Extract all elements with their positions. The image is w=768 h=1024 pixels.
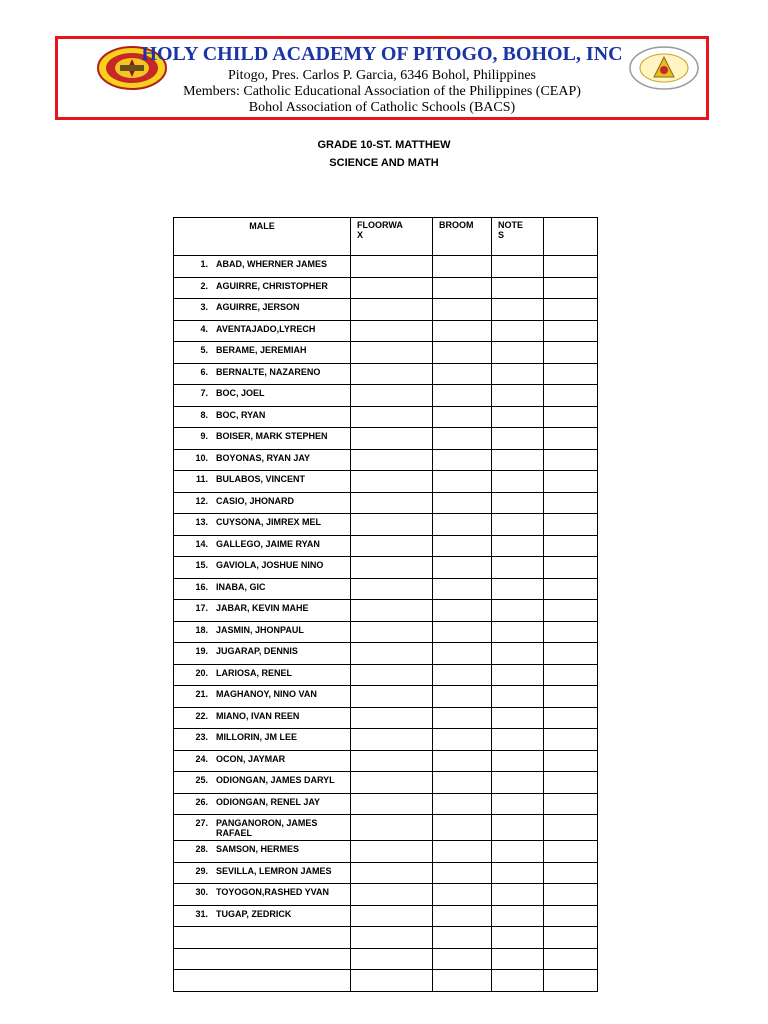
table-row <box>174 927 598 949</box>
blank-check-cell <box>492 514 544 536</box>
blank-check-cell <box>544 299 598 321</box>
table-row <box>174 406 598 428</box>
student-name: BOC, RYAN <box>216 409 266 420</box>
row-number: 20. <box>195 667 208 678</box>
blank-check-cell <box>492 578 544 600</box>
row-number: 19. <box>195 646 208 656</box>
blank-check-cell <box>433 707 492 729</box>
blank-check-cell <box>433 514 492 536</box>
student-cell <box>174 948 351 970</box>
blank-check-cell <box>351 664 433 686</box>
blank-check-cell <box>433 664 492 686</box>
blank-check-cell <box>544 793 598 815</box>
blank-check-cell <box>433 471 492 493</box>
blank-check-cell <box>433 342 492 364</box>
blank-check-cell <box>433 449 492 471</box>
blank-check-cell <box>433 385 492 407</box>
blank-check-cell <box>492 772 544 794</box>
blank-check-cell <box>492 862 544 884</box>
blank-check-cell <box>544 557 598 579</box>
student-name: INABA, GIC <box>216 581 266 592</box>
blank-check-cell <box>351 449 433 471</box>
blank-check-cell <box>433 750 492 772</box>
blank-check-cell <box>351 970 433 992</box>
row-number: 7. <box>200 388 208 398</box>
table-row <box>174 342 598 364</box>
blank-check-cell <box>351 277 433 299</box>
blank-check-cell <box>351 320 433 342</box>
student-name: MILLORIN, JM LEE <box>216 732 297 742</box>
student-name: LARIOSA, RENEL <box>216 667 293 678</box>
blank-check-cell <box>433 729 492 751</box>
student-cell <box>174 707 351 729</box>
table-row <box>174 729 598 751</box>
blank-check-cell <box>433 686 492 708</box>
student-cell <box>174 578 351 600</box>
row-number: 29. <box>195 865 208 876</box>
blank-check-cell <box>492 428 544 450</box>
blank-check-cell <box>492 686 544 708</box>
student-name: JUGARAP, DENNIS <box>216 646 298 656</box>
student-cell <box>174 406 351 428</box>
student-name: BULABOS, VINCENT <box>216 474 306 484</box>
table-row <box>174 277 598 299</box>
row-number: 28. <box>195 844 208 854</box>
blank-check-cell <box>492 729 544 751</box>
row-number: 11. <box>195 474 208 484</box>
table-row <box>174 449 598 471</box>
blank-check-cell <box>544 363 598 385</box>
student-cell <box>174 363 351 385</box>
student-name: PANGANORON, JAMES RAFAEL <box>216 818 318 838</box>
row-number: 8. <box>200 409 208 420</box>
column-header <box>544 218 598 256</box>
student-cell <box>174 492 351 514</box>
student-cell <box>174 729 351 751</box>
student-cell <box>174 256 351 278</box>
student-cell <box>174 815 351 841</box>
student-cell <box>174 449 351 471</box>
table-row <box>174 514 598 536</box>
student-cell <box>174 535 351 557</box>
blank-check-cell <box>544 970 598 992</box>
student-name: AGUIRRE, CHRISTOPHER <box>216 280 328 291</box>
table-row <box>174 621 598 643</box>
blank-check-cell <box>351 772 433 794</box>
row-number: 15. <box>195 560 208 570</box>
blank-check-cell <box>544 428 598 450</box>
table-row <box>174 772 598 794</box>
student-name: SEVILLA, LEMRON JAMES <box>216 865 332 876</box>
row-number: 16. <box>195 581 208 592</box>
row-number: 26. <box>195 796 208 807</box>
student-cell <box>174 772 351 794</box>
school-header <box>55 36 709 120</box>
table-row <box>174 970 598 992</box>
blank-check-cell <box>351 557 433 579</box>
blank-check-cell <box>351 535 433 557</box>
blank-check-cell <box>544 600 598 622</box>
blank-check-cell <box>433 948 492 970</box>
student-name: GALLEGO, JAIME RYAN <box>216 538 320 549</box>
roster-table <box>173 217 598 992</box>
blank-check-cell <box>351 948 433 970</box>
blank-check-cell <box>492 970 544 992</box>
table-row <box>174 256 598 278</box>
blank-check-cell <box>544 729 598 751</box>
row-number: 30. <box>195 887 208 897</box>
blank-check-cell <box>433 277 492 299</box>
blank-check-cell <box>544 664 598 686</box>
blank-check-cell <box>492 320 544 342</box>
blank-check-cell <box>433 428 492 450</box>
blank-check-cell <box>492 884 544 906</box>
blank-check-cell <box>433 772 492 794</box>
blank-check-cell <box>492 385 544 407</box>
blank-check-cell <box>544 535 598 557</box>
blank-check-cell <box>351 578 433 600</box>
blank-check-cell <box>544 492 598 514</box>
blank-check-cell <box>351 428 433 450</box>
blank-check-cell <box>433 600 492 622</box>
blank-check-cell <box>492 256 544 278</box>
student-name: AGUIRRE, JERSON <box>216 302 300 312</box>
blank-check-cell <box>351 621 433 643</box>
student-cell <box>174 927 351 949</box>
blank-check-cell <box>433 406 492 428</box>
blank-check-cell <box>492 363 544 385</box>
table-row <box>174 363 598 385</box>
row-number: 14. <box>195 538 208 549</box>
blank-check-cell <box>433 535 492 557</box>
student-cell <box>174 884 351 906</box>
column-header: MALE <box>174 218 351 256</box>
student-cell <box>174 643 351 665</box>
blank-check-cell <box>544 277 598 299</box>
blank-check-cell <box>351 492 433 514</box>
student-cell <box>174 557 351 579</box>
student-name: BERNALTE, NAZARENO <box>216 366 321 377</box>
blank-check-cell <box>544 772 598 794</box>
column-header: FLOORWA X <box>351 218 433 256</box>
blank-check-cell <box>544 884 598 906</box>
table-row <box>174 600 598 622</box>
blank-check-cell <box>351 884 433 906</box>
membership-ceap: Members: Catholic Educational Association of the Philippines (CEAP) <box>183 84 581 99</box>
blank-check-cell <box>433 970 492 992</box>
blank-check-cell <box>351 707 433 729</box>
student-name: ABAD, WHERNER JAMES <box>216 259 328 269</box>
blank-check-cell <box>433 256 492 278</box>
blank-check-cell <box>492 664 544 686</box>
student-cell <box>174 970 351 992</box>
blank-check-cell <box>351 299 433 321</box>
blank-check-cell <box>544 750 598 772</box>
student-name: JABAR, KEVIN MAHE <box>216 603 309 613</box>
blank-check-cell <box>351 750 433 772</box>
blank-check-cell <box>544 686 598 708</box>
blank-check-cell <box>351 363 433 385</box>
blank-check-cell <box>351 342 433 364</box>
row-number: 21. <box>195 689 208 699</box>
blank-check-cell <box>433 905 492 927</box>
blank-check-cell <box>492 557 544 579</box>
column-header: NOTE S <box>492 218 544 256</box>
row-number: 24. <box>195 753 208 764</box>
student-name: GAVIOLA, JOSHUE NINO <box>216 560 324 570</box>
blank-check-cell <box>433 492 492 514</box>
blank-check-cell <box>351 815 433 841</box>
blank-check-cell <box>351 406 433 428</box>
blank-check-cell <box>544 927 598 949</box>
row-number: 5. <box>200 345 208 355</box>
blank-check-cell <box>433 578 492 600</box>
student-cell <box>174 621 351 643</box>
student-name: ODIONGAN, RENEL JAY <box>216 796 321 807</box>
blank-check-cell <box>544 707 598 729</box>
student-cell <box>174 428 351 450</box>
blank-check-cell <box>492 927 544 949</box>
row-number: 3. <box>200 302 208 312</box>
student-name: SAMSON, HERMES <box>216 844 300 854</box>
table-row <box>174 643 598 665</box>
student-cell <box>174 862 351 884</box>
table-row <box>174 471 598 493</box>
blank-check-cell <box>433 621 492 643</box>
student-cell <box>174 277 351 299</box>
blank-check-cell <box>433 643 492 665</box>
table-row <box>174 948 598 970</box>
student-name: TOYOGON,RASHED YVAN <box>216 887 330 897</box>
table-row <box>174 320 598 342</box>
table-row <box>174 841 598 863</box>
blank-check-cell <box>492 342 544 364</box>
row-number: 12. <box>195 495 208 506</box>
student-name: MAGHANOY, NINO VAN <box>216 689 317 699</box>
student-name: AVENTAJADO,LYRECH <box>216 323 316 334</box>
blank-check-cell <box>492 471 544 493</box>
table-row <box>174 905 598 927</box>
student-name: OCON, JAYMAR <box>216 753 286 764</box>
student-cell <box>174 471 351 493</box>
blank-check-cell <box>544 342 598 364</box>
blank-check-cell <box>492 815 544 841</box>
blank-check-cell <box>433 841 492 863</box>
student-name: MIANO, IVAN REEN <box>216 710 300 721</box>
student-name: CASIO, JHONARD <box>216 495 295 506</box>
blank-check-cell <box>351 862 433 884</box>
row-number: 9. <box>200 431 208 441</box>
row-number: 13. <box>195 517 208 527</box>
row-number: 18. <box>195 624 208 635</box>
subject-title: SCIENCE AND MATH <box>329 157 439 169</box>
student-cell <box>174 793 351 815</box>
student-cell <box>174 686 351 708</box>
row-number: 27. <box>195 818 208 828</box>
student-name: BOC, JOEL <box>216 388 265 398</box>
blank-check-cell <box>351 600 433 622</box>
blank-check-cell <box>351 841 433 863</box>
table-row <box>174 535 598 557</box>
table-row <box>174 492 598 514</box>
student-cell <box>174 600 351 622</box>
blank-check-cell <box>351 686 433 708</box>
blank-check-cell <box>492 948 544 970</box>
student-name: BOYONAS, RYAN JAY <box>216 452 311 463</box>
student-name: BOISER, MARK STEPHEN <box>216 431 328 441</box>
column-header: BROOM <box>433 218 492 256</box>
blank-check-cell <box>492 449 544 471</box>
blank-check-cell <box>351 256 433 278</box>
blank-check-cell <box>544 948 598 970</box>
row-number: 6. <box>200 366 208 377</box>
school-address: Pitogo, Pres. Carlos P. Garcia, 6346 Bohol, Philippines <box>228 68 536 83</box>
blank-check-cell <box>433 862 492 884</box>
blank-check-cell <box>433 927 492 949</box>
row-number: 1. <box>200 259 208 269</box>
table-row <box>174 815 598 841</box>
student-name: JASMIN, JHONPAUL <box>216 624 304 635</box>
grade-section-title: GRADE 10-ST. MATTHEW <box>317 139 451 151</box>
table-header-row <box>174 218 598 256</box>
blank-check-cell <box>351 514 433 536</box>
blank-check-cell <box>492 299 544 321</box>
table-row <box>174 385 598 407</box>
blank-check-cell <box>433 793 492 815</box>
student-cell <box>174 299 351 321</box>
blank-check-cell <box>544 905 598 927</box>
blank-check-cell <box>351 643 433 665</box>
blank-check-cell <box>492 905 544 927</box>
blank-check-cell <box>492 793 544 815</box>
blank-check-cell <box>492 277 544 299</box>
blank-check-cell <box>351 471 433 493</box>
blank-check-cell <box>544 578 598 600</box>
blank-check-cell <box>544 621 598 643</box>
blank-check-cell <box>492 600 544 622</box>
student-cell <box>174 385 351 407</box>
student-cell <box>174 841 351 863</box>
table-row <box>174 557 598 579</box>
student-cell <box>174 320 351 342</box>
blank-check-cell <box>351 385 433 407</box>
blank-check-cell <box>492 535 544 557</box>
row-number: 10. <box>195 452 208 463</box>
blank-check-cell <box>544 449 598 471</box>
student-name: TUGAP, ZEDRICK <box>216 908 292 919</box>
student-cell <box>174 750 351 772</box>
blank-check-cell <box>433 884 492 906</box>
row-number: 22. <box>195 710 208 721</box>
table-row <box>174 299 598 321</box>
student-cell <box>174 664 351 686</box>
blank-check-cell <box>492 643 544 665</box>
blank-check-cell <box>433 299 492 321</box>
row-number: 23. <box>195 732 208 742</box>
student-cell <box>174 514 351 536</box>
blank-check-cell <box>433 815 492 841</box>
table-row <box>174 793 598 815</box>
table-row <box>174 578 598 600</box>
table-row <box>174 707 598 729</box>
blank-check-cell <box>544 471 598 493</box>
blank-check-cell <box>492 707 544 729</box>
table-row <box>174 686 598 708</box>
table-row <box>174 428 598 450</box>
table-row <box>174 750 598 772</box>
student-name: CUYSONA, JIMREX MEL <box>216 517 322 527</box>
blank-check-cell <box>351 927 433 949</box>
table-row <box>174 884 598 906</box>
blank-check-cell <box>544 862 598 884</box>
row-number: 25. <box>195 775 208 785</box>
blank-check-cell <box>544 815 598 841</box>
blank-check-cell <box>544 256 598 278</box>
blank-check-cell <box>544 841 598 863</box>
blank-check-cell <box>433 320 492 342</box>
row-number: 17. <box>195 603 208 613</box>
student-name: ODIONGAN, JAMES DARYL <box>216 775 335 785</box>
table-row <box>174 862 598 884</box>
blank-check-cell <box>492 841 544 863</box>
blank-check-cell <box>544 514 598 536</box>
row-number: 2. <box>200 280 208 291</box>
blank-check-cell <box>492 492 544 514</box>
row-number: 4. <box>200 323 208 334</box>
blank-check-cell <box>544 320 598 342</box>
student-cell <box>174 905 351 927</box>
school-name: HOLY CHILD ACADEMY OF PITOGO, BOHOL, INC <box>141 43 623 65</box>
blank-check-cell <box>492 406 544 428</box>
blank-check-cell <box>544 385 598 407</box>
blank-check-cell <box>351 905 433 927</box>
student-name: BERAME, JEREMIAH <box>216 345 307 355</box>
blank-check-cell <box>351 793 433 815</box>
blank-check-cell <box>544 406 598 428</box>
blank-check-cell <box>492 621 544 643</box>
blank-check-cell <box>433 363 492 385</box>
membership-bacs: Bohol Association of Catholic Schools (BACS) <box>248 100 516 115</box>
row-number: 31. <box>195 908 208 919</box>
table-row <box>174 664 598 686</box>
blank-check-cell <box>492 750 544 772</box>
blank-check-cell <box>351 729 433 751</box>
blank-check-cell <box>544 643 598 665</box>
blank-check-cell <box>433 557 492 579</box>
student-cell <box>174 342 351 364</box>
